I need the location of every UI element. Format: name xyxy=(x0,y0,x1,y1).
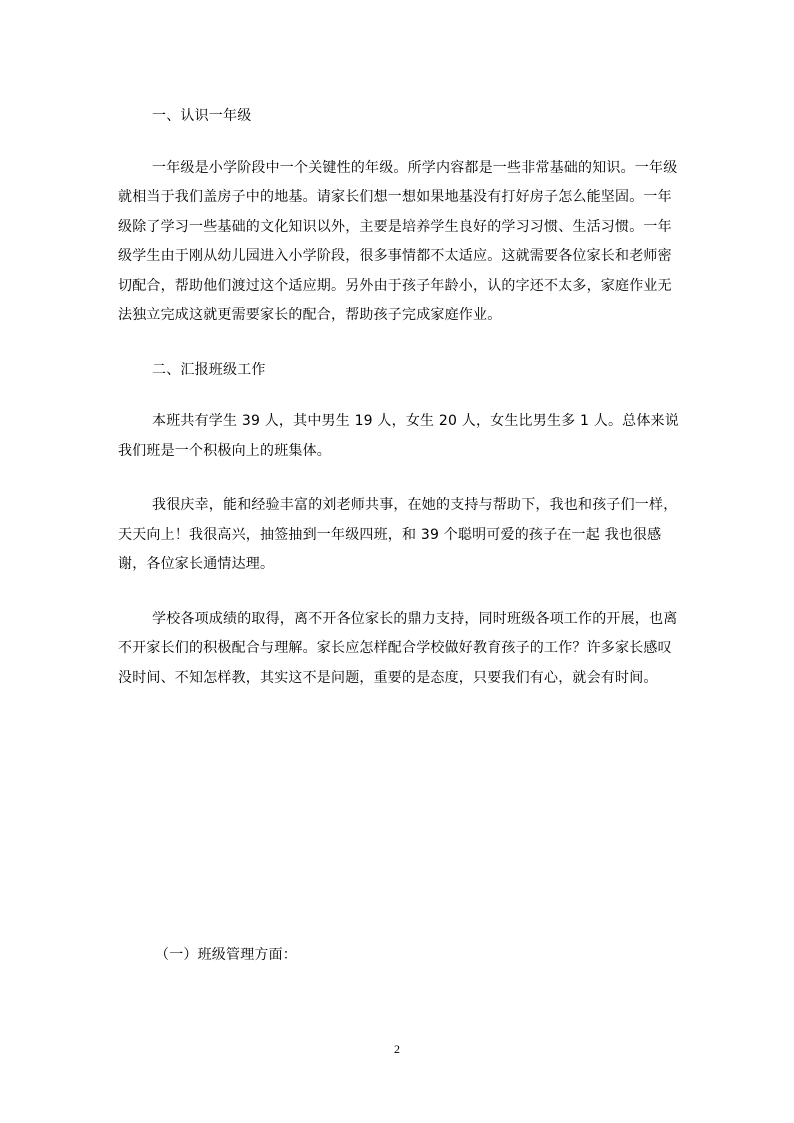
subsection-heading-class-management: （一）班级管理方面： xyxy=(155,947,297,963)
paragraph-class-stats: 本班共有学生 39 人，其中男生 19 人，女生 20 人，女生比男生多 1 人。总体来说我们班是一个积极向上的班集体。 xyxy=(118,413,679,459)
paragraph-teacher-gratitude: 我很庆幸，能和经验丰富的刘老师共事，在她的支持与帮助下，我也和孩子们一样，天天向上！我很高兴，抽签抽到一年级四班，和 39 个聪明可爱的孩子在一起 我也很感谢，各位家长通情达理。 xyxy=(118,497,678,572)
section-heading-recognize-first-grade: 一、认识一年级 xyxy=(152,108,252,124)
section-heading-class-report: 二、汇报班级工作 xyxy=(152,361,266,378)
page-number: 2 xyxy=(394,1042,400,1056)
paragraph-parent-cooperation: 学校各项成绩的取得，离不开各位家长的鼎力支持，同时班级各项工作的开展，也离不开家长们的积极配合与理解。家长应怎样配合学校做好教育孩子的工作？许多家长感叹没时间、不知怎样教，其实这不是问题，重要的是态度，只要我们有心，就会有时间。 xyxy=(118,610,678,686)
document-body xyxy=(118,102,680,718)
paragraph-first-grade-intro: 一年级是小学阶段中一个关键性的年级。所学内容都是一些非常基础的知识。一年级就相当于我们盖房子中的地基。请家长们想一想如果地基没有打好房子怎么能坚固。一年级除了学习一些基础的文化知识以外，主要是培养学生良好的学习习惯、生活习惯。一年级学生由于刚从幼儿园进入小学阶段，很多事情都不太适应。这就需要各位家长和老师密切配合，帮助他们渡过这个适应期。另外由于孩子年龄小，认的字还不太多，家庭作业无法独立完成这就更需要家长的配合，帮助孩子完成家庭作业。 xyxy=(118,159,678,323)
